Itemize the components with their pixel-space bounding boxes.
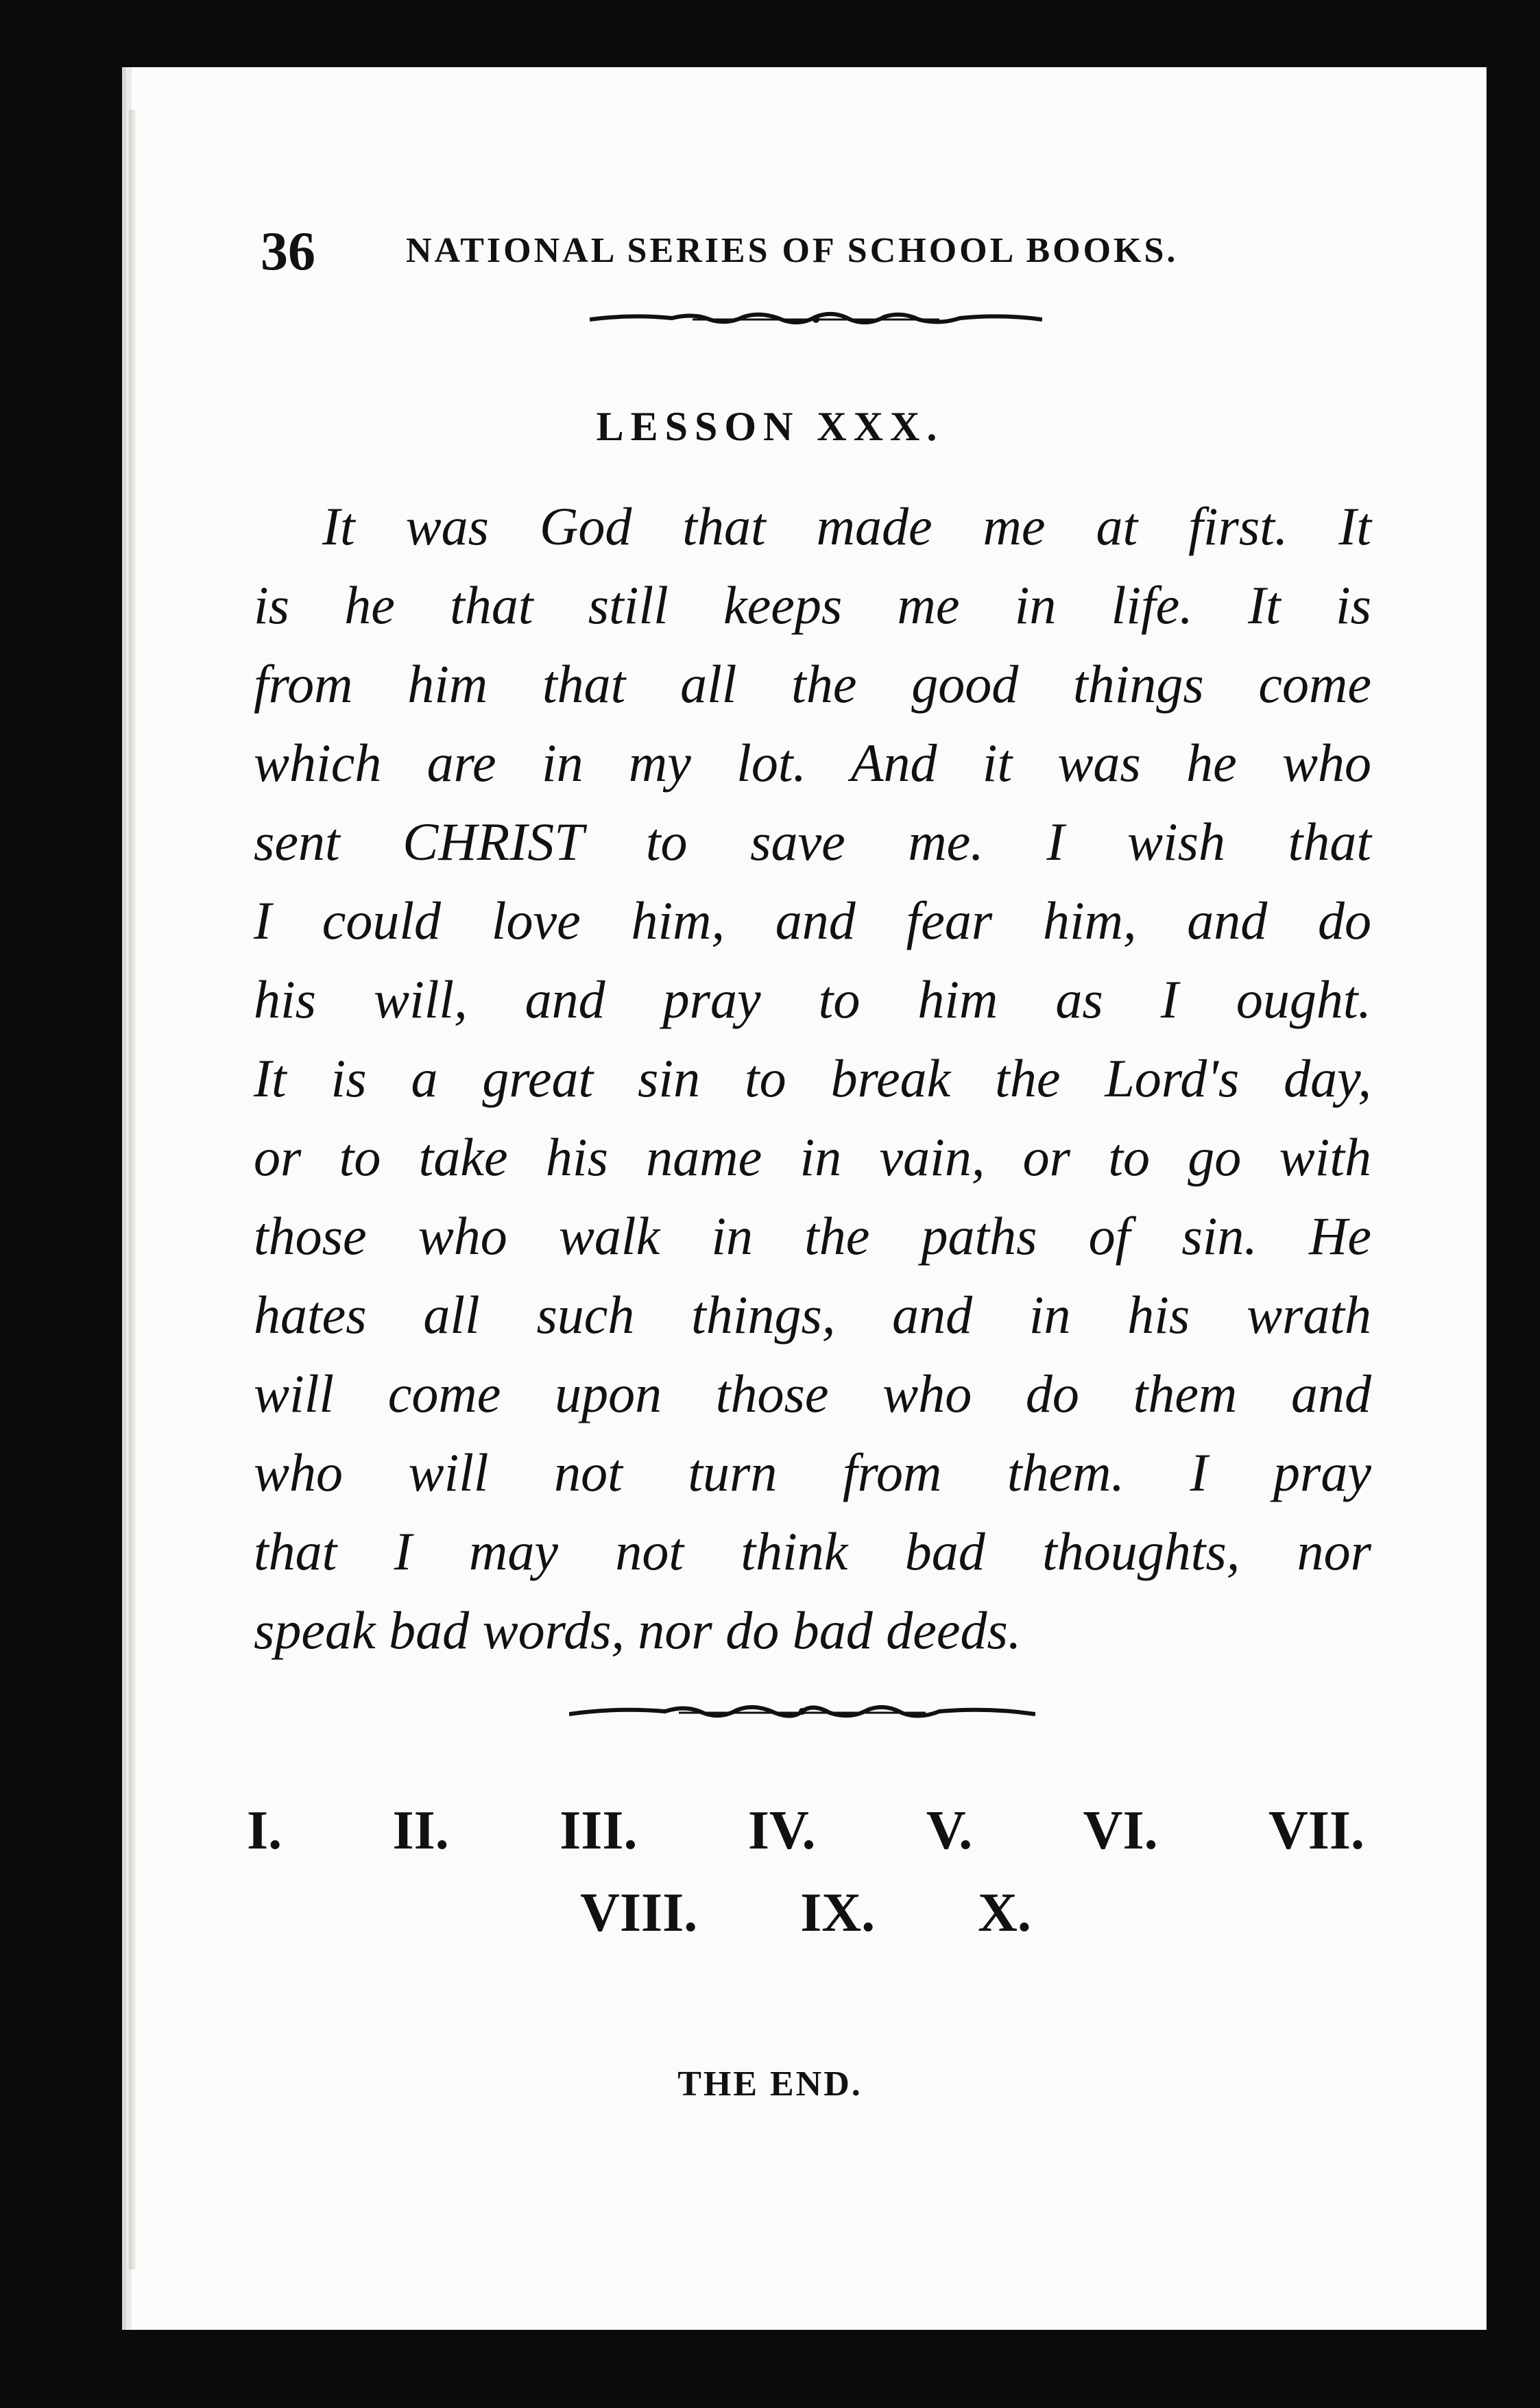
text-line: which are in my lot. And it was he who <box>254 733 1371 793</box>
text-line: It was God that made me at first. It <box>322 496 1371 556</box>
numerals-row-2 <box>247 1875 1364 1951</box>
numeral: II. <box>392 1801 449 1861</box>
text-line: speak bad words, nor do bad deeds. <box>254 1600 1022 1660</box>
text-line: from him that all the good things come <box>254 654 1371 714</box>
numeral: III. <box>560 1801 638 1861</box>
text-line: who will not turn from them. I pray <box>254 1443 1371 1502</box>
the-end: THE END. <box>677 2064 863 2104</box>
numeral: IX. <box>800 1883 876 1943</box>
numeral: VI. <box>1083 1801 1158 1861</box>
top-ornament-icon <box>590 307 1042 332</box>
roman-numerals <box>247 1793 1364 1951</box>
lesson-text <box>254 487 1371 1670</box>
numeral: V. <box>926 1801 973 1861</box>
text-line: that I may not think bad thoughts, nor <box>254 1521 1371 1581</box>
bottom-ornament-icon <box>569 1699 1035 1726</box>
text-line: It is a great sin to break the Lord's day, <box>254 1048 1371 1108</box>
text-line: I could love him, and fear him, and do <box>254 891 1371 950</box>
numeral: I. <box>247 1801 282 1861</box>
numerals-row-1 <box>247 1793 1364 1868</box>
text-line: will come upon those who do them and <box>254 1364 1371 1423</box>
numeral: VII. <box>1268 1801 1364 1861</box>
lesson-title: LESSON XXX. <box>596 404 944 449</box>
numeral: IV. <box>747 1801 816 1861</box>
page-number: 36 <box>261 221 315 282</box>
text-line: is he that still keeps me in life. It is <box>254 575 1371 635</box>
text-line: his will, and pray to him as I ought. <box>254 970 1371 1029</box>
text-line: or to take his name in vain, or to go with <box>254 1127 1371 1187</box>
text-line: hates all such things, and in his wrath <box>254 1285 1371 1345</box>
running-head: NATIONAL SERIES OF SCHOOL BOOKS. <box>406 231 1179 270</box>
numeral: X. <box>978 1883 1031 1943</box>
numeral: VIII. <box>580 1883 698 1943</box>
text-line: sent CHRIST to save me. I wish that <box>254 812 1371 871</box>
text-line: those who walk in the paths of sin. He <box>254 1206 1371 1266</box>
page-header <box>261 221 1234 282</box>
